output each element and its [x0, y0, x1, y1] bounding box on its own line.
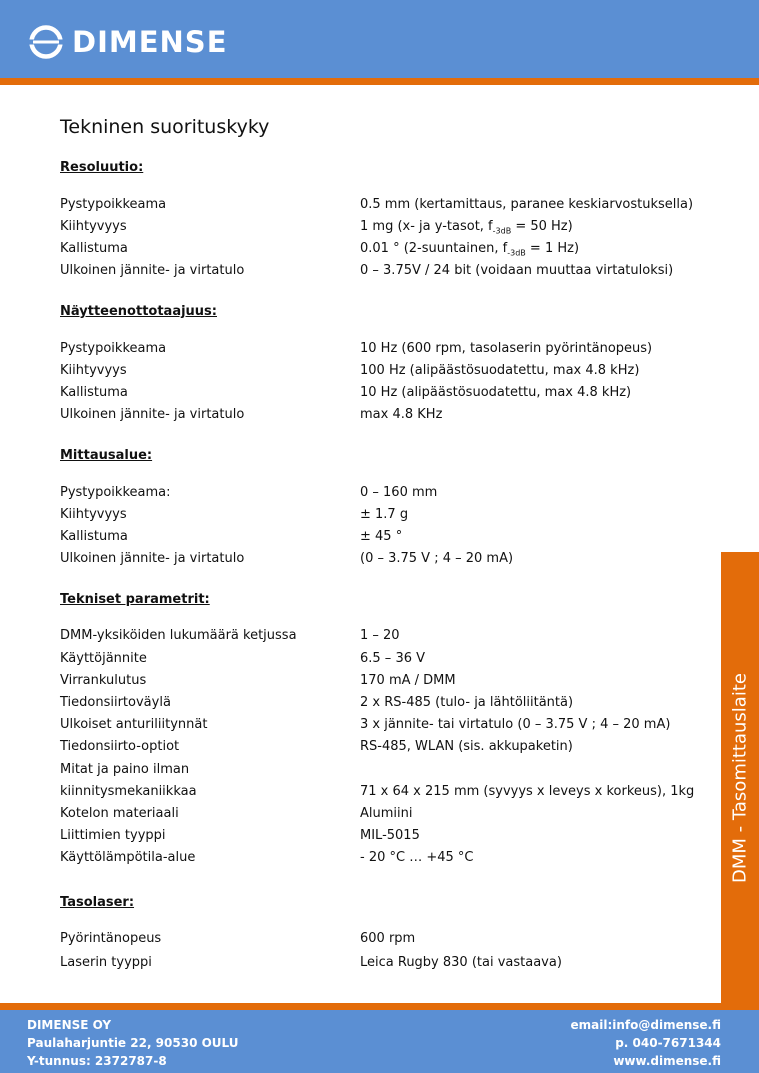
section-heading-tekniset-parametrit: Tekniset parametrit:: [60, 592, 210, 607]
spec-label: Laserin tyyppi: [60, 955, 152, 970]
section-heading-resoluutio: Resoluutio:: [60, 160, 144, 175]
company-name: DIMENSE OY: [27, 1018, 112, 1032]
dimense-logo-icon: [28, 24, 64, 60]
section-heading-tasolaser: Tasolaser:: [60, 895, 135, 910]
spec-value: max 4.8 KHz: [360, 407, 443, 422]
footer-contact-info: [570, 1016, 721, 1070]
spec-value: 600 rpm: [360, 931, 416, 946]
spec-value: (0 – 3.75 V ; 4 – 20 mA): [360, 551, 514, 566]
spec-value: 6.5 – 36 V: [360, 651, 426, 666]
section-heading-naytteenottotaajuus: Näytteenottotaajuus:: [60, 304, 217, 319]
spec-label: Kiihtyvyys: [60, 507, 127, 522]
spec-value: 3 x jännite- tai virtatulo (0 – 3.75 V ; 4 – 20 mA): [360, 717, 671, 732]
header-bar: [0, 0, 759, 78]
spec-value: 10 Hz (alipäästösuodatettu, max 4.8 kHz): [360, 385, 632, 400]
spec-label: Kallistuma: [60, 385, 128, 400]
spec-label: kiinnitysmekaniikkaa: [60, 784, 197, 799]
spec-value: 0 – 160 mm: [360, 485, 438, 500]
spec-label: Kiihtyvyys: [60, 363, 127, 378]
side-tab-label: DMM - Tasomittauslaite: [729, 673, 751, 883]
footer-accent-stripe: [0, 1003, 759, 1010]
spec-label: DMM-yksiköiden lukumäärä ketjussa: [60, 628, 297, 643]
spec-label: Kallistuma: [60, 529, 128, 544]
spec-label: Virrankulutus: [60, 673, 147, 688]
spec-label: Käyttölämpötila-alue: [60, 850, 196, 865]
contact-website: www.dimense.fi: [613, 1054, 721, 1068]
spec-value: 100 Hz (alipäästösuodatettu, max 4.8 kHz): [360, 363, 640, 378]
spec-value: - 20 °C … +45 °C: [360, 850, 474, 865]
spec-label: Kiihtyvyys: [60, 219, 127, 234]
spec-label: Kotelon materiaali: [60, 806, 179, 821]
spec-value: 71 x 64 x 215 mm (syvyys x leveys x korkeus), 1kg: [360, 784, 695, 799]
spec-label: Kallistuma: [60, 241, 128, 256]
spec-label: Liittimien tyyppi: [60, 828, 166, 843]
brand-logo: [28, 24, 228, 60]
spec-label: Käyttöjännite: [60, 651, 147, 666]
spec-value: 170 mA / DMM: [360, 673, 456, 688]
spec-value: Leica Rugby 830 (tai vastaava): [360, 955, 562, 970]
spec-value: ± 1.7 g: [360, 507, 409, 522]
spec-label: Ulkoinen jännite- ja virtatulo: [60, 263, 245, 278]
spec-label: Ulkoiset anturiliitynnät: [60, 717, 208, 732]
spec-value: 0 – 3.75V / 24 bit (voidaan muuttaa virtatuloksi): [360, 263, 674, 278]
spec-value: Alumiini: [360, 806, 413, 821]
spec-label: Tiedonsiirto-optiot: [60, 739, 180, 754]
company-address: Paulaharjuntie 22, 90530 OULU: [27, 1036, 239, 1050]
page-title: Tekninen suorituskyky: [60, 116, 270, 138]
brand-name: DIMENSE: [72, 25, 228, 59]
spec-value: MIL-5015: [360, 828, 420, 843]
spec-label: Ulkoinen jännite- ja virtatulo: [60, 407, 245, 422]
footer-bar: [0, 1010, 759, 1073]
business-id: Y-tunnus: 2372787-8: [27, 1054, 167, 1068]
spec-value: 2 x RS-485 (tulo- ja lähtöliitäntä): [360, 695, 574, 710]
spec-value: 10 Hz (600 rpm, tasolaserin pyörintänopeus): [360, 341, 653, 356]
spec-label: Ulkoinen jännite- ja virtatulo: [60, 551, 245, 566]
spec-value: 1 mg (x- ja y-tasot, $f_{-3dB} = 50$ Hz): [360, 219, 573, 236]
contact-phone: p. 040-7671344: [615, 1036, 721, 1050]
spec-value: ± 45 °: [360, 529, 403, 544]
spec-value: 1 – 20: [360, 628, 400, 643]
footer-company-info: [27, 1016, 239, 1070]
spec-value: RS-485, WLAN (sis. akkupaketin): [360, 739, 573, 754]
spec-label: Pyörintänopeus: [60, 931, 162, 946]
header-accent-stripe: [0, 78, 759, 85]
spec-label: Pystypoikkeama:: [60, 485, 171, 500]
spec-label: Pystypoikkeama: [60, 197, 167, 212]
contact-email: email:info@dimense.fi: [570, 1018, 721, 1032]
section-heading-mittausalue: Mittausalue:: [60, 448, 153, 463]
spec-value: 0.5 mm (kertamittaus, paranee keskiarvostuksella): [360, 197, 694, 212]
spec-label: Mitat ja paino ilman: [60, 762, 190, 777]
spec-label: Tiedonsiirtoväylä: [60, 695, 171, 710]
spec-label: Pystypoikkeama: [60, 341, 167, 356]
spec-value: 0.01 ° (2-suuntainen, $f_{-3dB} = 1$ Hz): [360, 241, 580, 258]
